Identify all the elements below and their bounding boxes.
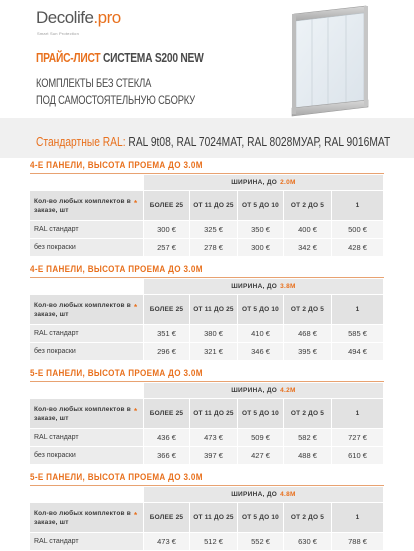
- qty-label: [30, 295, 144, 325]
- section-divider: [30, 381, 384, 382]
- width-header-row: [30, 279, 384, 295]
- page-header: [0, 0, 414, 118]
- row-label: RAL стандарт: [30, 221, 144, 239]
- subtitle-line-1: КОМПЛЕКТЫ БЕЗ СТЕКЛА: [36, 76, 152, 90]
- row-label: без покраски: [30, 343, 144, 361]
- qty-label: [30, 191, 144, 221]
- price-cell: 473 €: [190, 429, 238, 447]
- price-cell: 582 €: [284, 429, 332, 447]
- column-header: ОТ 5 ДО 10: [238, 503, 284, 533]
- column-header: ОТ 11 ДО 25: [190, 503, 238, 533]
- row-label: RAL стандарт: [30, 429, 144, 447]
- price-cell: 630 €: [284, 533, 332, 551]
- width-header: [144, 279, 384, 295]
- price-cell: 350 €: [238, 221, 284, 239]
- width-value: 2.0М: [280, 179, 296, 186]
- column-header: ОТ 5 ДО 10: [238, 295, 284, 325]
- price-cell: 428 €: [332, 239, 384, 257]
- qty-label: [30, 503, 144, 533]
- price-cell: 468 €: [284, 325, 332, 343]
- width-header-row: [30, 175, 384, 191]
- qty-label-text: Кол-во любых комплектов в заказе, шт: [34, 509, 131, 526]
- price-row: [30, 239, 384, 257]
- column-header-row: [30, 295, 384, 325]
- column-header: 1: [332, 295, 384, 325]
- column-header: ОТ 5 ДО 10: [238, 399, 284, 429]
- width-value: 3.8М: [280, 283, 296, 290]
- blank-cell: [30, 279, 144, 295]
- column-header: БОЛЕЕ 25: [144, 191, 190, 221]
- subtitle-line-2: ПОД САМОСТОЯТЕЛЬНУЮ СБОРКУ: [36, 93, 195, 107]
- price-row: [30, 447, 384, 465]
- price-cell: 488 €: [284, 447, 332, 465]
- width-header: [144, 383, 384, 399]
- price-cell: 585 €: [332, 325, 384, 343]
- qty-label-text: Кол-во любых комплектов в заказе, шт: [34, 405, 131, 422]
- price-cell: 325 €: [190, 221, 238, 239]
- width-value: 4.8М: [280, 491, 296, 498]
- price-cell: 610 €: [332, 447, 384, 465]
- price-cell: 509 €: [238, 429, 284, 447]
- width-value: 4.2М: [280, 387, 296, 394]
- column-header: ОТ 2 ДО 5: [284, 191, 332, 221]
- column-header: БОЛЕЕ 25: [144, 399, 190, 429]
- row-label: без покраски: [30, 447, 144, 465]
- section-divider: [30, 173, 384, 174]
- section-title: 5-Е ПАНЕЛИ, ВЫСОТА ПРОЕМА ДО 3.0М: [30, 368, 203, 379]
- price-cell: 300 €: [238, 239, 284, 257]
- qty-label-text: Кол-во любых комплектов в заказе, шт: [34, 301, 131, 318]
- row-label: RAL стандарт: [30, 325, 144, 343]
- standard-ral-line: Стандартные RAL: RAL 9t08, RAL 7024MAT, RAL 8028МУАР, RAL 9016MAT: [36, 135, 391, 149]
- price-cell: 473 €: [144, 533, 190, 551]
- column-header: 1: [332, 399, 384, 429]
- brand-tagline: Smart Sun Protection: [37, 31, 80, 36]
- footnote-star: *: [134, 407, 138, 416]
- column-header: БОЛЕЕ 25: [144, 503, 190, 533]
- price-cell: 397 €: [190, 447, 238, 465]
- section-title: 5-Е ПАНЕЛИ, ВЫСОТА ПРОЕМА ДО 3.0М: [30, 472, 203, 483]
- price-row: [30, 429, 384, 447]
- brand-logo: Decolife.pro: [36, 8, 121, 27]
- section-title: 4-Е ПАНЕЛИ, ВЫСОТА ПРОЕМА ДО 3.0М: [30, 160, 203, 171]
- product-illustration: [288, 4, 374, 118]
- width-prefix: ШИРИНА, ДО: [231, 179, 278, 186]
- width-header: [144, 175, 384, 191]
- row-label: RAL стандарт: [30, 533, 144, 551]
- price-cell: 494 €: [332, 343, 384, 361]
- section-divider: [30, 485, 384, 486]
- price-cell: 366 €: [144, 447, 190, 465]
- price-cell: 727 €: [332, 429, 384, 447]
- column-header-row: [30, 503, 384, 533]
- width-prefix: ШИРИНА, ДО: [231, 491, 278, 498]
- width-prefix: ШИРИНА, ДО: [231, 387, 278, 394]
- price-cell: 300 €: [144, 221, 190, 239]
- price-cell: 512 €: [190, 533, 238, 551]
- price-cell: 342 €: [284, 239, 332, 257]
- price-cell: 346 €: [238, 343, 284, 361]
- price-cell: 500 €: [332, 221, 384, 239]
- page-title: ПРАЙС-ЛИСТ СИСТЕМА S200 NEW: [36, 51, 204, 65]
- column-header: ОТ 5 ДО 10: [238, 191, 284, 221]
- column-header: 1: [332, 503, 384, 533]
- column-header-row: [30, 399, 384, 429]
- price-row: [30, 325, 384, 343]
- column-header: ОТ 2 ДО 5: [284, 295, 332, 325]
- width-prefix: ШИРИНА, ДО: [231, 283, 278, 290]
- blank-cell: [30, 175, 144, 191]
- footnote-star: *: [134, 199, 138, 208]
- price-cell: 552 €: [238, 533, 284, 551]
- price-cell: 351 €: [144, 325, 190, 343]
- price-cell: 321 €: [190, 343, 238, 361]
- column-header: ОТ 11 ДО 25: [190, 399, 238, 429]
- column-header: ОТ 11 ДО 25: [190, 295, 238, 325]
- section-title: 4-Е ПАНЕЛИ, ВЫСОТА ПРОЕМА ДО 3.0М: [30, 264, 203, 275]
- blank-cell: [30, 487, 144, 503]
- price-row: [30, 221, 384, 239]
- width-header-row: [30, 487, 384, 503]
- price-row: [30, 343, 384, 361]
- price-cell: 400 €: [284, 221, 332, 239]
- row-label: без покраски: [30, 239, 144, 257]
- column-header-row: [30, 191, 384, 221]
- column-header: ОТ 11 ДО 25: [190, 191, 238, 221]
- section-divider: [30, 277, 384, 278]
- column-header: БОЛЕЕ 25: [144, 295, 190, 325]
- blank-cell: [30, 383, 144, 399]
- price-cell: 788 €: [332, 533, 384, 551]
- width-header: [144, 487, 384, 503]
- price-cell: 436 €: [144, 429, 190, 447]
- price-cell: 257 €: [144, 239, 190, 257]
- price-row: [30, 533, 384, 551]
- column-header: ОТ 2 ДО 5: [284, 503, 332, 533]
- price-cell: 410 €: [238, 325, 284, 343]
- width-header-row: [30, 383, 384, 399]
- price-cell: 278 €: [190, 239, 238, 257]
- footnote-star: *: [134, 511, 138, 520]
- price-cell: 427 €: [238, 447, 284, 465]
- price-cell: 395 €: [284, 343, 332, 361]
- price-cell: 380 €: [190, 325, 238, 343]
- column-header: ОТ 2 ДО 5: [284, 399, 332, 429]
- qty-label: [30, 399, 144, 429]
- footnote-star: *: [134, 303, 138, 312]
- price-cell: 296 €: [144, 343, 190, 361]
- column-header: 1: [332, 191, 384, 221]
- qty-label-text: Кол-во любых комплектов в заказе, шт: [34, 197, 131, 214]
